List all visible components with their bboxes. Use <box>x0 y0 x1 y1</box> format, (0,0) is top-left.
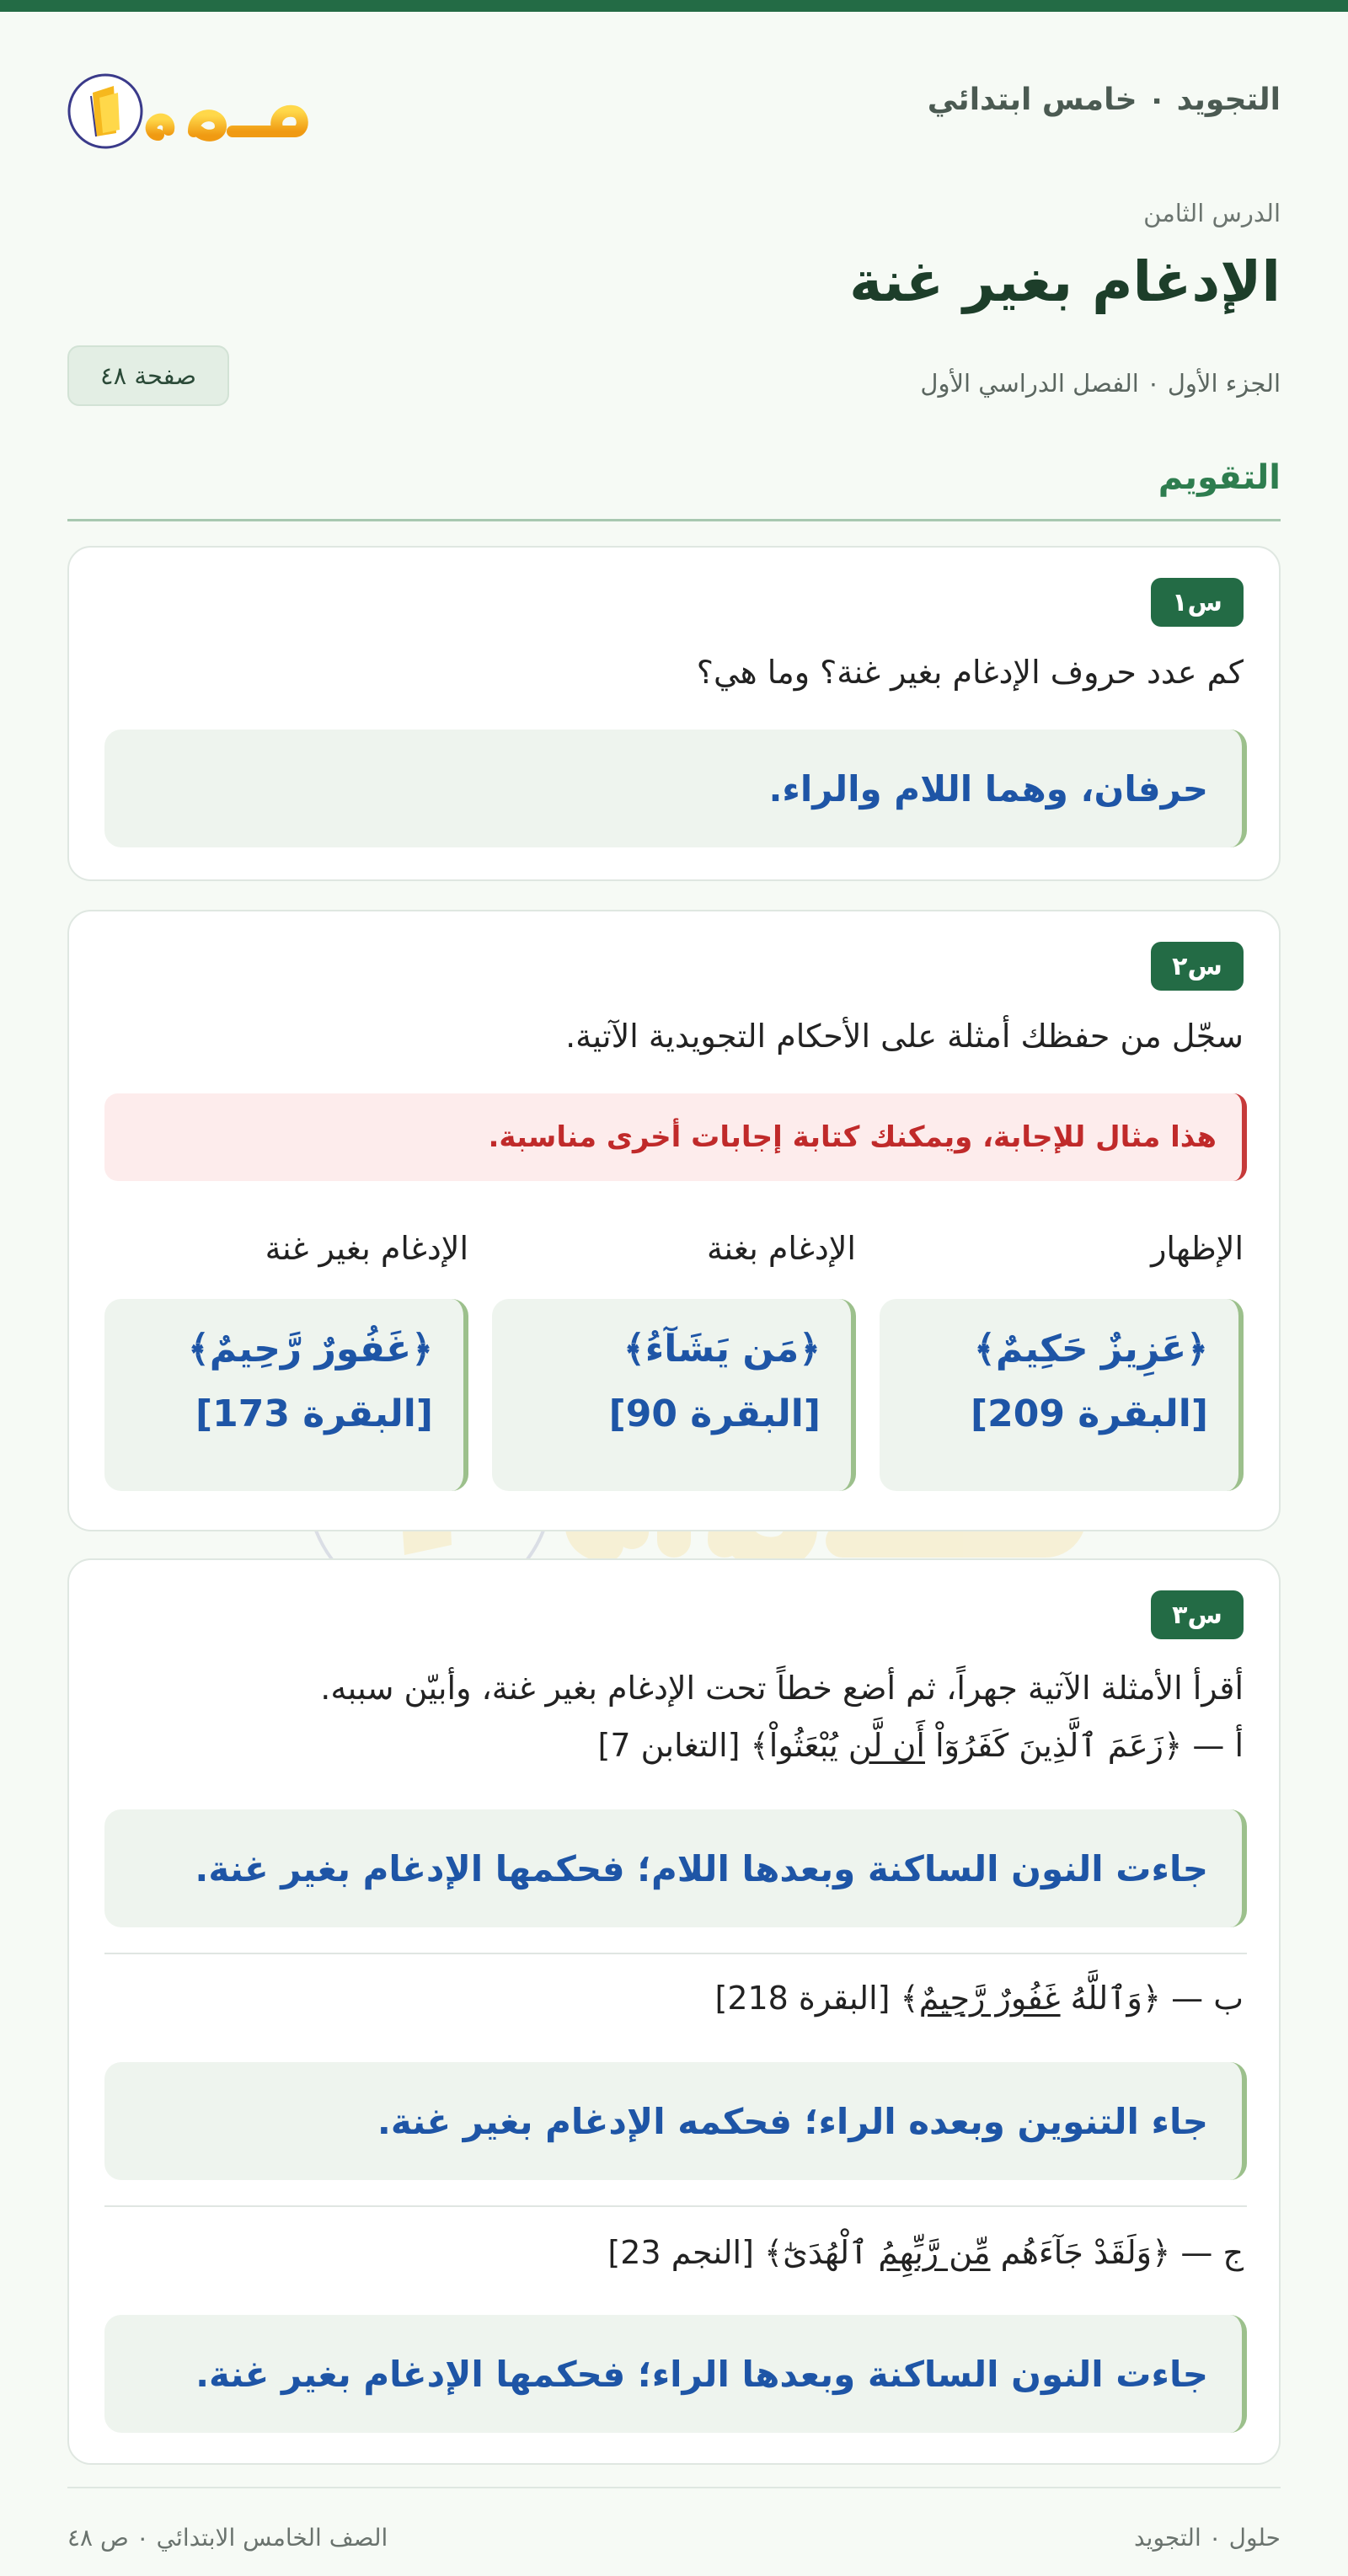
column-head-idgham-no-ghunna: الإدغام بغير غنة <box>265 1230 468 1267</box>
answer-box-a <box>104 1809 1247 1927</box>
example-verse: ﴿غَفُورٌ رَّحِيمٌ﴾ <box>187 1328 433 1371</box>
svg-text:حلول: حلول <box>65 59 67 60</box>
question-card-1 <box>67 546 1281 881</box>
lesson-title: الإدغام بغير غنة <box>849 249 1281 314</box>
question-card-2 <box>67 910 1281 1531</box>
example-box-idgham-no-ghunna <box>104 1299 468 1491</box>
answer-box-b <box>104 2062 1247 2180</box>
example-prefix: ب — ﴿وَٱللَّهُ <box>1060 1980 1244 2017</box>
column-head-idgham-ghunna: الإدغام بغنة <box>707 1230 856 1267</box>
example-prefix: أ — ﴿زَعَمَ ٱلَّذِينَ كَفَرُوٓاْ <box>924 1727 1244 1764</box>
question-card-3 <box>67 1558 1281 2465</box>
example-prefix: ج — ﴿وَلَقَدْ جَآءَهُم <box>990 2234 1244 2271</box>
example-reference: [البقرة 209] <box>971 1392 1208 1435</box>
example-reference: [البقرة 90] <box>608 1392 821 1435</box>
example-box-izhar <box>880 1299 1244 1491</box>
lesson-number: الدرس الثامن <box>1143 199 1281 227</box>
footer-page-info: الصف الخامس الابتدائي ٠ ص ٤٨ <box>67 2524 388 2552</box>
logo-book-icon <box>67 59 312 160</box>
example-suffix: ٱلْهُدَىٰٓ﴾ [النجم 23] <box>607 2234 879 2271</box>
underlined-idgham: مِّن رَّبِّهِمُ <box>878 2234 991 2271</box>
item-divider <box>104 1953 1247 1954</box>
example-reference: [البقرة 173] <box>195 1392 433 1435</box>
question-text: أقرأ الأمثلة الآتية جهراً، ثم أضع خطاً تحت الإدغام بغير غنة، وأبيّن سببه. <box>320 1670 1244 1707</box>
example-verse: ﴿مَن يَشَآءُ﴾ <box>623 1328 821 1371</box>
answer-text: حرفان، وهما اللام والراء. <box>768 767 1208 810</box>
note-box <box>104 1093 1247 1181</box>
column-head-izhar: الإظهار <box>1151 1230 1244 1267</box>
item-divider <box>104 2205 1247 2207</box>
example-suffix: يُبْعَثُواْ﴾ [التغابن 7] <box>597 1727 848 1764</box>
question-text: سجّل من حفظك أمثلة على الأحكام التجويدية الآتية. <box>565 1018 1244 1055</box>
example-line-c <box>607 2234 1244 2271</box>
answer-text: جاءت النون الساكنة وبعدها اللام؛ فحكمها الإدغام بغير غنة. <box>195 1847 1208 1889</box>
note-text: هذا مثال للإجابة، ويمكنك كتابة إجابات أخرى مناسبة. <box>488 1120 1217 1154</box>
underlined-idgham: أَن لَّن <box>848 1727 925 1764</box>
answer-box <box>104 730 1247 847</box>
example-suffix: ﴾ [البقرة 218] <box>714 1980 919 2017</box>
page-number-badge: صفحة ٤٨ <box>67 345 229 406</box>
example-line-a <box>598 1727 1244 1764</box>
subject-label: التجويد ٠ خامس ابتدائي <box>927 83 1281 117</box>
lesson-meta: الجزء الأول ٠ الفصل الدراسي الأول <box>920 369 1281 398</box>
site-logo[interactable] <box>67 59 312 160</box>
answer-text: جاءت النون الساكنة وبعدها الراء؛ فحكمها الإدغام بغير غنة. <box>195 2353 1208 2395</box>
question-badge: س٣ <box>1151 1590 1244 1639</box>
section-title: التقويم <box>1158 458 1281 497</box>
top-accent-bar <box>0 0 1348 12</box>
footer-brand: حلول ٠ التجويد <box>1133 2524 1281 2552</box>
question-badge: س٢ <box>1151 942 1244 991</box>
answer-text: جاء التنوين وبعده الراء؛ فحكمه الإدغام بغير غنة. <box>377 2100 1208 2142</box>
answer-box-c <box>104 2315 1247 2433</box>
question-badge: س١ <box>1151 578 1244 627</box>
section-divider <box>67 519 1281 521</box>
underlined-idgham: غَفُورٌ رَّحِيمٌ <box>918 1980 1061 2017</box>
question-text: كم عدد حروف الإدغام بغير غنة؟ وما هي؟ <box>696 654 1244 691</box>
example-line-b <box>714 1980 1244 2017</box>
example-box-idgham-ghunna <box>492 1299 856 1491</box>
example-verse: ﴿عَزِيزٌ حَكِيمٌ﴾ <box>974 1328 1208 1371</box>
footer-divider <box>67 2487 1281 2488</box>
